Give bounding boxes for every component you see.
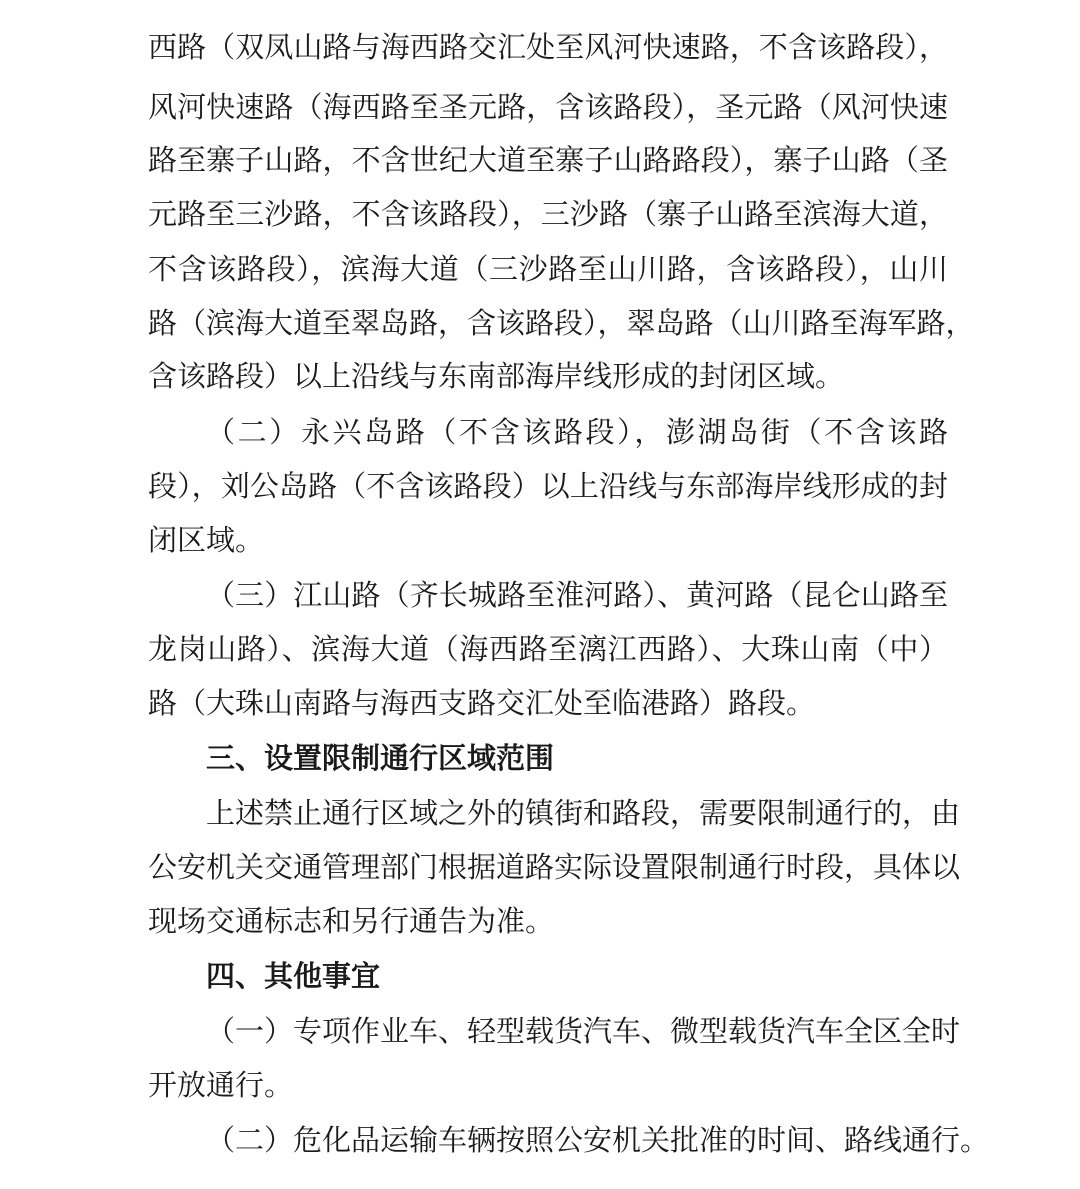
- paragraph-end-line: 开放通行。: [148, 1068, 294, 1102]
- paragraph-end-line: 闭区域。: [148, 523, 265, 557]
- list-item-3-line: （三）江山路（齐长城路至淮河路）、黄河路（昆仑山路至: [206, 578, 948, 612]
- body-text-line: 风河快速路（海西路至圣元路，含该路段），圣元路（风河快速: [148, 90, 948, 124]
- section-heading-3: 三、设置限制通行区域范围: [206, 741, 555, 775]
- body-text-line: 路（滨海大道至翠岛路，含该路段），翠岛路（山川路至海军路，: [148, 306, 975, 340]
- paragraph-end-line: 路（大珠山南路与海西支路交汇处至临港路）路段。: [148, 686, 816, 720]
- body-text-line: 段），刘公岛路（不含该路段）以上沿线与东部海岸线形成的封: [148, 469, 948, 503]
- body-text-line: 西路（双凤山路与海西路交汇处至风河快速路，不含该路段），: [148, 30, 948, 64]
- list-item-2-line: （二）危化品运输车辆按照公安机关批准的时间、路线通行。: [206, 1123, 990, 1157]
- body-text-line: 元路至三沙路，不含该路段），三沙路（寨子山路至滨海大道，: [148, 197, 948, 231]
- section-heading-4: 四、其他事宜: [206, 959, 381, 993]
- paragraph-end-line: 含该路段）以上沿线与东南部海岸线形成的封闭区域。: [148, 359, 845, 393]
- paragraph-end-line: 现场交通标志和另行通告为准。: [148, 904, 555, 938]
- list-item-1-line: （一）专项作业车、轻型载货汽车、微型载货汽车全区全时: [206, 1014, 961, 1048]
- body-text-line: 公安机关交通管理部门根据道路实际设置限制通行时段，具体以: [148, 850, 961, 884]
- list-item-2-line: （二）永兴岛路（不含该路段），澎湖岛街（不含该路: [206, 415, 948, 449]
- body-text-line: 不含该路段），滨海大道（三沙路至山川路，含该路段），山川: [148, 252, 948, 286]
- paragraph-first-line: 上述禁止通行区域之外的镇街和路段，需要限制通行的，由: [206, 796, 961, 830]
- body-text-line: 龙岗山路）、滨海大道（海西路至漓江西路）、大珠山南（中）: [148, 632, 948, 666]
- body-text-line: 路至寨子山路，不含世纪大道至寨子山路路段），寨子山路（圣: [148, 143, 948, 177]
